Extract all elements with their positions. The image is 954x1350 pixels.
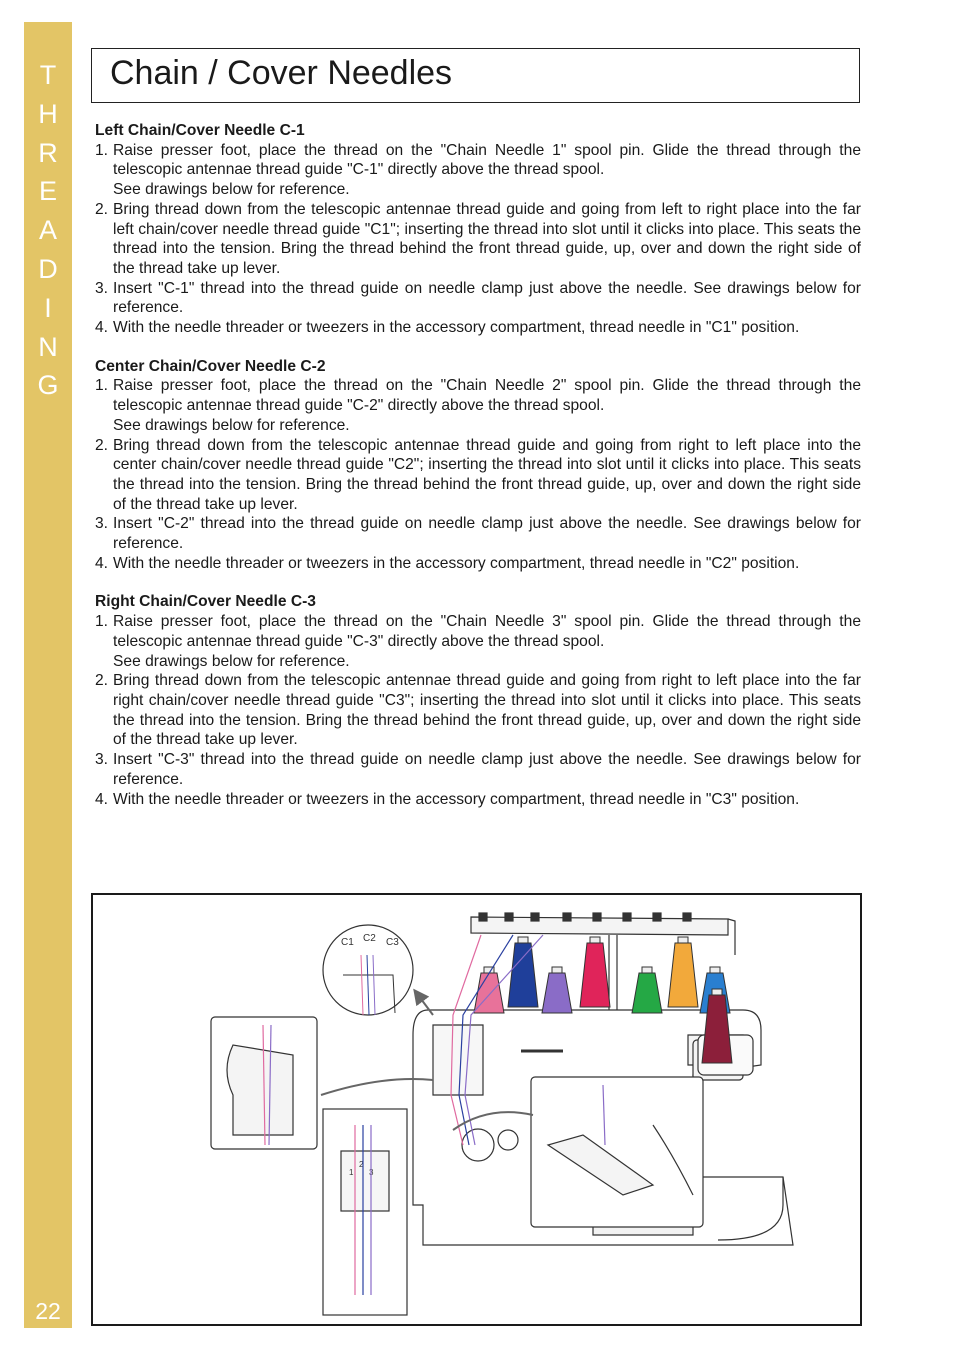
step-number: 3. [95,279,109,297]
step-number: 2. [95,436,109,454]
step-text: Raise presser foot, place the thread on the "Chain Needle 2" spool pin. Glide the thread through the telescopic antennae thread guide "C-2" directly above the thread spool. [113,377,861,415]
step-item [95,376,861,435]
spool-cap [552,967,562,973]
step-item [95,318,861,338]
step-list [95,141,861,338]
thread-guide-inset [323,925,433,1015]
step-text: Bring thread down from the telescopic antennae thread guide and going from right to left place into the center chain/cover needle thread guide "C2"; inserting the thread into slot until it clicks into place. This seats the thread into the tension. Bring the thread behind the front thread guide, up, over and down the right side of the thread take up lever. [113,436,861,513]
side-letter: A [38,215,57,246]
step-number: 1. [95,141,109,159]
step-list [95,612,861,809]
step-number: 4. [95,554,109,572]
step-item [95,750,861,789]
side-letter: I [44,292,52,323]
thread-spool [668,943,698,1007]
spool-cap [710,967,720,973]
thread-spool [580,943,610,1007]
step-text: Insert "C-1" thread into the thread guide on needle clamp just above the needle. See drawings below for reference. [113,279,861,317]
step-item [95,279,861,318]
step-item [95,514,861,553]
needle-number-3: 3 [369,1168,374,1177]
threading-illustration [91,893,862,1326]
needle-clamp-inset [323,1109,407,1315]
inset-label-c3: C3 [386,937,399,948]
needle-number-1: 1 [349,1168,354,1177]
step-item [95,554,861,574]
side-letter: H [38,98,58,129]
section-right-needle [95,592,861,809]
thread-spool [632,973,662,1013]
spool-cap [518,937,528,943]
step-text: Insert "C-2" thread into the thread guide on needle clamp just above the needle. See drawings below for reference. [113,515,861,553]
step-number: 3. [95,515,109,533]
step-text: With the needle threader or tweezers in the accessory compartment, thread needle in "C2" position. [113,554,800,572]
step-text: Raise presser foot, place the thread on the "Chain Needle 3" spool pin. Glide the thread through the telescopic antennae thread guide "C-3" directly above the thread spool. [113,613,861,650]
side-letter: E [38,176,57,207]
side-letter: G [37,370,59,401]
page-title: Chain / Cover Needles [110,54,453,92]
needle-number-2: 2 [359,1160,364,1169]
step-number: 2. [95,672,109,690]
side-letter: T [39,60,57,90]
step-note: See drawings below for reference. [113,181,350,199]
machine-drawing [93,895,859,1323]
side-tab-letters [24,56,72,405]
spool-cap [642,967,652,973]
title-box [91,48,860,103]
step-number: 4. [95,790,109,808]
step-item [95,612,861,671]
step-item [95,141,861,200]
step-text: Bring thread down from the telescopic antennae thread guide and going from right to left place into the far right chain/cover needle thread guide "C3"; inserting the thread into slot until it clicks into place. This seats the thread into the tension. Bring the thread behind the front thread guide, up, over and down the right side of the thread take up lever. [113,672,861,749]
spool-cap [712,989,722,995]
step-number: 1. [95,613,109,631]
section-left-needle [95,121,861,338]
spool-cap [678,937,688,943]
step-number: 4. [95,319,109,337]
side-letter: R [38,137,58,168]
spool-cap [590,937,600,943]
step-text: Raise presser foot, place the thread on the "Chain Needle 1" spool pin. Glide the thread through the telescopic antennae thread guide "C-1" directly above the thread spool. [113,141,861,179]
thread-spool [508,943,538,1007]
step-number: 1. [95,377,109,395]
side-tab [24,22,72,1328]
side-letter: N [38,331,58,362]
step-text: With the needle threader or tweezers in the accessory compartment, thread needle in "C1" position. [113,319,800,337]
side-letter: D [38,253,58,284]
step-item [95,200,861,279]
step-number: 2. [95,200,109,218]
step-item [95,671,861,750]
thread-spool [542,973,572,1013]
section-heading: Center Chain/Cover Needle C-2 [95,357,326,375]
instructions [95,121,861,828]
section-heading: Right Chain/Cover Needle C-3 [95,593,316,611]
inset-label-c1: C1 [341,937,354,948]
step-note: See drawings below for reference. [113,416,350,434]
step-item [95,790,861,810]
page-number: 22 [35,1298,61,1324]
step-note: See drawings below for reference. [113,652,350,670]
step-text: Insert "C-3" thread into the thread guide on needle clamp just above the needle. See drawings below for reference. [113,751,861,788]
section-heading: Left Chain/Cover Needle C-1 [95,122,305,139]
inset-label-c2: C2 [363,933,376,944]
step-text: Bring thread down from the telescopic antennae thread guide and going from left to right place into the far left chain/cover needle thread guide "C1"; inserting the thread into slot until it clicks into place. This seats the thread into the tension. Bring the thread behind the front thread guide, up, over and down the right side of the thread take up lever. [113,200,861,277]
step-number: 3. [95,751,109,769]
step-item [95,436,861,515]
section-center-needle [95,357,861,574]
step-list [95,376,861,573]
step-text: With the needle threader or tweezers in the accessory compartment, thread needle in "C3" position. [113,790,800,808]
